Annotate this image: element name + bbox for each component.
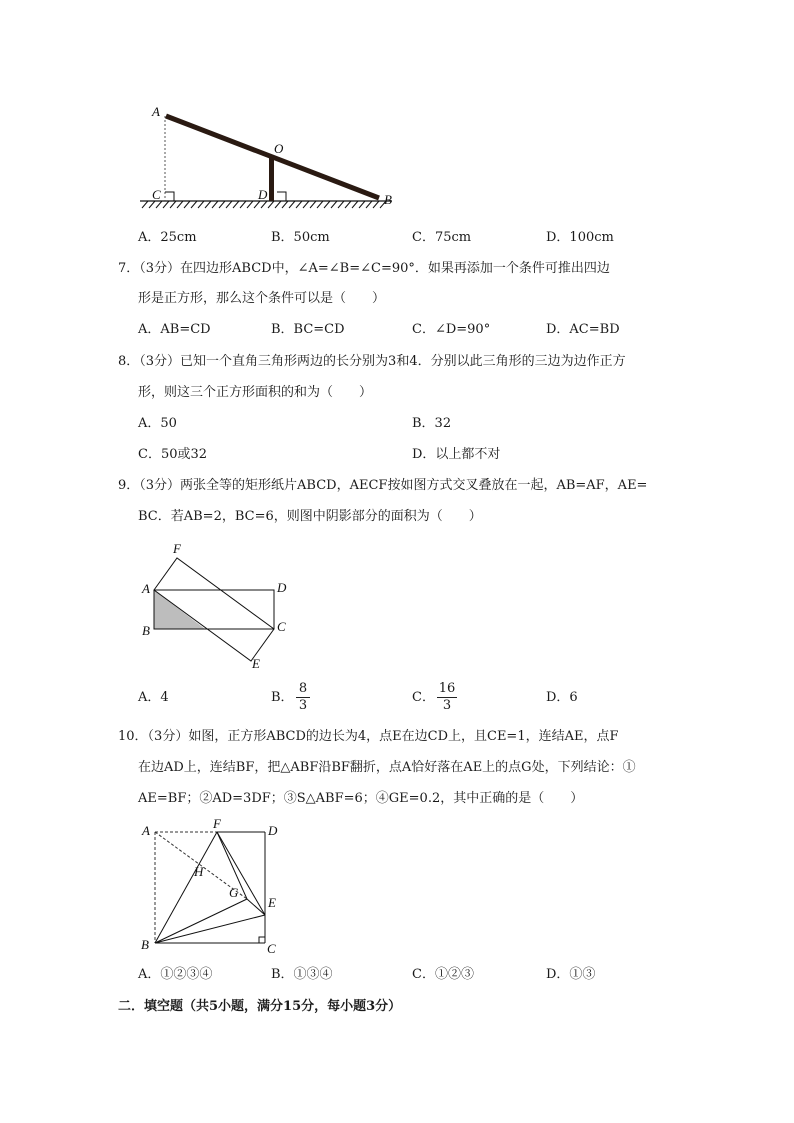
q10-segment-be	[155, 915, 265, 943]
q10-label-h: H	[194, 864, 204, 879]
q9-option-b-fraction	[296, 681, 310, 714]
q6-right-angle-c	[165, 192, 174, 201]
q9-label-f: F	[173, 541, 181, 556]
q6-option-a: A．25cm	[138, 230, 197, 245]
q10-stem-line-3: AE=BF；②AD=3DF；③S△ABF=6；④GE=0.2，其中正确的是（ ）	[138, 791, 584, 806]
q9-option-a: A．4	[138, 690, 169, 705]
q6-label-a: A	[152, 104, 160, 119]
q10-option-c: C．①②③	[412, 967, 474, 982]
q6-label-d: D	[258, 187, 268, 202]
q9-option-c-numerator: 16	[438, 681, 456, 696]
q9-option-c-fraction	[437, 681, 457, 714]
q8-option-c: C．50或32	[138, 447, 208, 462]
q8-stem-line-1: 8．（3分）已知一个直角三角形两边的长分别为3和4．分别以此三角形的三边为边作正方	[118, 354, 626, 369]
q10-segment-ge	[247, 899, 265, 915]
q9-option-d: D．6	[546, 690, 578, 705]
q9-label-b: B	[142, 623, 150, 638]
q10-label-b: B	[141, 937, 149, 952]
q9-label-e: E	[252, 656, 260, 671]
q7-option-d: D．AC=BD	[546, 322, 620, 337]
q9-label-a: A	[142, 581, 150, 596]
q6-label-b: B	[384, 192, 392, 207]
section-2-heading: 二．填空题（共5小题，满分15分，每小题3分）	[118, 999, 402, 1014]
q9-label-c: C	[277, 619, 286, 634]
q10-figure	[135, 818, 295, 958]
q10-label-e: E	[268, 895, 276, 910]
q10-label-d: D	[268, 823, 278, 838]
q8-option-b: B．32	[412, 416, 452, 431]
q7-option-c: C．∠D=90°	[412, 322, 491, 337]
q7-option-b: B．BC=CD	[271, 322, 345, 337]
q9-stem-line-2: BC．若AB=2，BC=6，则图中阴影部分的面积为（ ）	[138, 509, 482, 524]
q9-option-b-prefix: B．	[271, 690, 294, 705]
q10-stem-line-2: 在边AD上，连结BF，把△ABF沿BF翻折，点A恰好落在AE上的点G处，下列结论：①	[138, 760, 636, 775]
q6-option-c: C．75cm	[412, 230, 472, 245]
q10-label-a: A	[142, 823, 150, 838]
q6-option-b: B．50cm	[271, 230, 330, 245]
q6-label-o: O	[274, 141, 284, 156]
q10-right-angle-c	[259, 937, 265, 943]
q9-option-c-denominator: 3	[442, 698, 452, 713]
q7-stem-line-2: 形是正方形，那么这个条件可以是（ ）	[138, 291, 386, 306]
q7-stem-line-1: 7．（3分）在四边形ABCD中，∠A=∠B=∠C=90°．如果再添加一个条件可推出四边	[118, 261, 610, 276]
q8-option-d: D．以上都不对	[412, 447, 501, 462]
q9-option-b-denominator: 3	[298, 698, 308, 713]
q8-stem-line-2: 形，则这三个正方形面积的和为（ ）	[138, 385, 373, 400]
q9-stem-line-1: 9．（3分）两张全等的矩形纸片ABCD，AECF按如图方式交叉叠放在一起，AB=AF，AE=	[118, 478, 648, 493]
q9-option-b-numerator: 8	[296, 681, 310, 698]
q10-stem-line-1: 10．（3分）如图，正方形ABCD的边长为4，点E在边CD上，且CE=1，连结AE，点F	[118, 729, 619, 744]
q9-figure	[135, 538, 295, 673]
q9-option-c-prefix: C．	[412, 690, 435, 705]
q6-option-d: D．100cm	[546, 230, 614, 245]
q10-option-d: D．①③	[546, 967, 596, 982]
q10-label-c: C	[267, 941, 276, 956]
q10-segment-bg	[155, 899, 247, 943]
q10-option-a: A．①②③④	[138, 967, 213, 982]
q8-option-a: A．50	[138, 416, 177, 431]
q6-ground-hatch	[142, 201, 386, 208]
q7-option-a: A．AB=CD	[138, 322, 211, 337]
q6-right-angle-d	[277, 192, 286, 201]
q10-label-g: G	[229, 885, 239, 900]
q9-label-d: D	[277, 580, 287, 595]
q6-post-od	[269, 156, 274, 201]
q10-segment-bf	[155, 832, 217, 943]
q6-figure	[130, 96, 410, 216]
q10-segment-fe	[217, 832, 265, 915]
q6-label-c: C	[152, 187, 161, 202]
q10-option-b: B．①③④	[271, 967, 333, 982]
q10-label-f: F	[213, 818, 221, 831]
